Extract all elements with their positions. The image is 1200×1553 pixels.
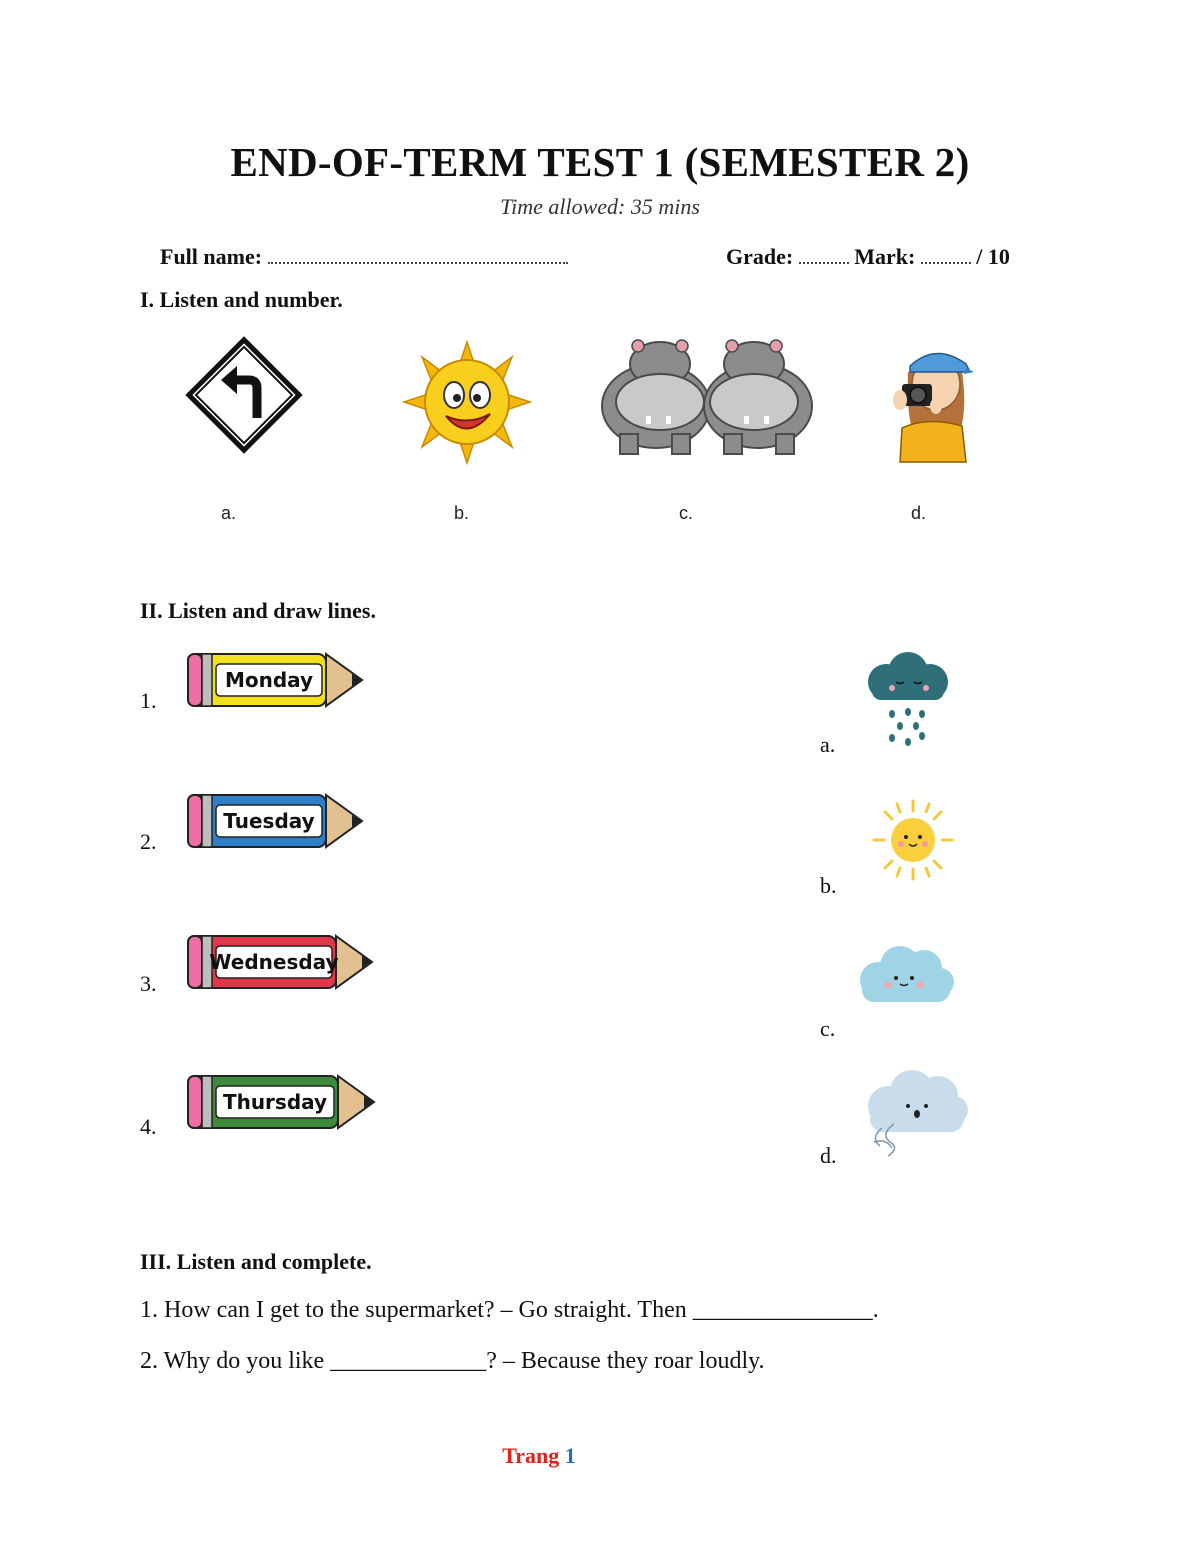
weather-letter-a: a. xyxy=(820,732,836,757)
section-3-heading: III. Listen and complete. xyxy=(140,1249,372,1274)
mark-total: / 10 xyxy=(976,244,1010,269)
pencil-label-monday: Monday xyxy=(224,668,314,692)
weather-letter-c: c. xyxy=(820,1016,836,1041)
section-1-letter-b: b. xyxy=(454,503,470,523)
mark-field[interactable] xyxy=(921,246,971,264)
pencil-wednesday xyxy=(186,932,376,992)
cloudy-icon xyxy=(856,944,956,1006)
pencil-thursday xyxy=(186,1072,378,1132)
question-1: 1. How can I get to the supermarket? – Go straight. Then _______________. xyxy=(140,1297,879,1323)
girl-with-camera-icon xyxy=(888,342,974,464)
pencil-tuesday xyxy=(186,791,366,851)
footer-page-number: 1 xyxy=(564,1443,576,1468)
turn-left-sign-icon xyxy=(183,334,305,456)
grade-field[interactable] xyxy=(799,246,849,264)
day-number-4: 4. xyxy=(140,1114,157,1139)
grade-label: Grade: xyxy=(726,244,794,269)
day-number-2: 2. xyxy=(140,829,157,854)
fullname-label: Full name: xyxy=(160,244,263,269)
day-number-3: 3. xyxy=(140,971,157,996)
section-1-letter-a: a. xyxy=(221,503,237,523)
mark-label: Mark: xyxy=(854,244,916,269)
question-2: 2. Why do you like _____________? – Because they roar loudly. xyxy=(140,1348,765,1374)
smiling-sun-icon xyxy=(402,340,532,465)
rain-cloud-icon xyxy=(862,652,952,752)
footer-word: Trang xyxy=(502,1443,560,1468)
grade-mark-row xyxy=(726,244,1010,270)
fullname-row xyxy=(160,244,568,270)
pencil-label-thursday: Thursday xyxy=(222,1090,328,1114)
section-1-heading: I. Listen and number. xyxy=(140,287,343,312)
pencil-label-wednesday: Wednesday xyxy=(209,950,339,974)
windy-icon xyxy=(860,1068,970,1160)
fullname-field[interactable] xyxy=(268,246,568,264)
page-footer xyxy=(0,1443,1078,1469)
pencil-monday xyxy=(186,650,366,710)
section-1-letter-c: c. xyxy=(679,503,694,523)
time-allowed: Time allowed: 35 mins xyxy=(500,194,700,219)
sunny-icon xyxy=(872,799,954,881)
weather-letter-b: b. xyxy=(820,873,837,898)
pencil-label-tuesday: Tuesday xyxy=(223,809,315,833)
weather-letter-d: d. xyxy=(820,1143,837,1168)
section-2-heading: II. Listen and draw lines. xyxy=(140,598,376,623)
day-number-1: 1. xyxy=(140,688,157,713)
page-title: END-OF-TERM TEST 1 (SEMESTER 2) xyxy=(230,139,970,185)
hippos-icon xyxy=(598,334,816,458)
section-1-letter-d: d. xyxy=(911,503,927,523)
